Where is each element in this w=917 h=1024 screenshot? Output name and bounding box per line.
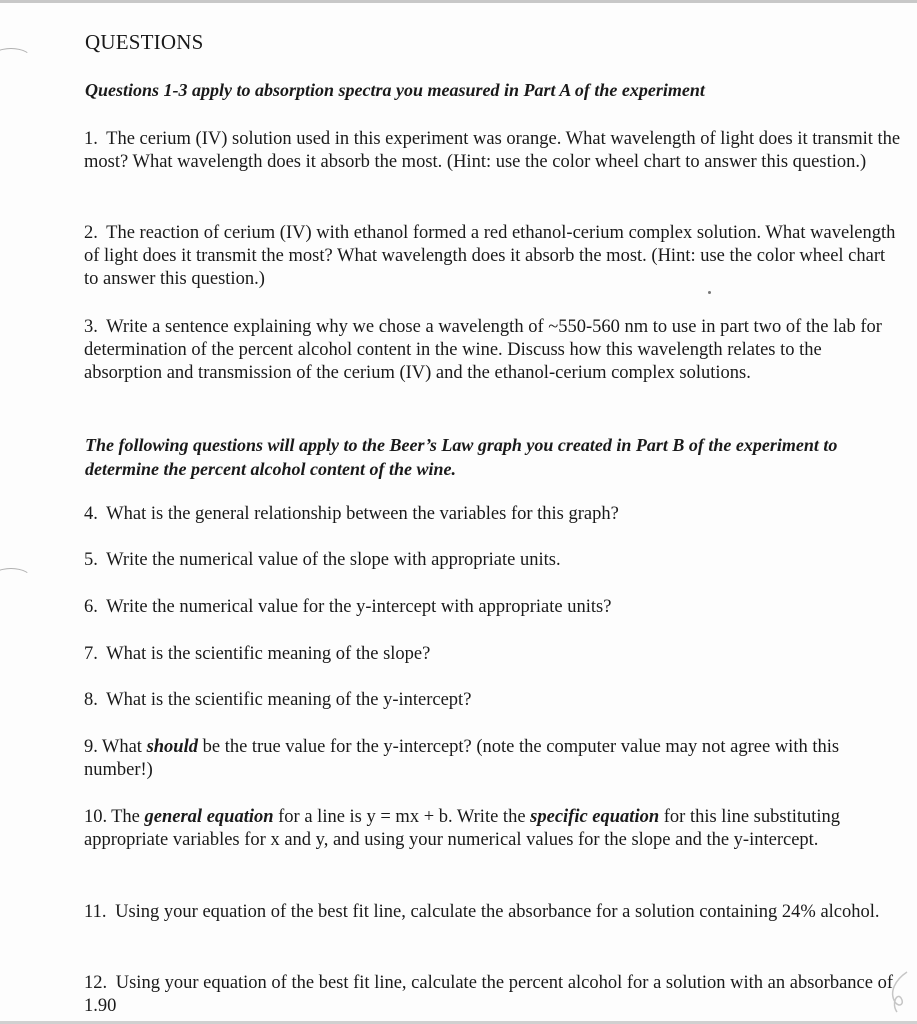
- question-emphasis: should: [146, 737, 198, 757]
- question-7: [84, 643, 902, 666]
- section-b-intro: The following questions will apply to the Beer’s Law graph you created in Part B of the experiment to determine the percent alcohol content of the wine.: [85, 435, 838, 479]
- question-text-post: be the true value for the y-intercept? (note the computer value may not agree with this number!): [84, 737, 840, 780]
- question-text-mid: for a line is y = mx + b. Write the: [273, 807, 531, 827]
- question-text: The cerium (IV) solution used in this experiment was orange. What wavelength of light does it transmit the most? What wavelength does it absorb the most. (Hint: use the color wheel chart to answer this question.): [84, 129, 901, 172]
- pencil-scribble-icon: [885, 968, 915, 1018]
- margin-mark: [0, 568, 32, 590]
- question-text: Using your equation of the best fit line, calculate the absorbance for a solution containing 24% alcohol.: [115, 902, 880, 922]
- question-4: [84, 503, 902, 526]
- page-title: QUESTIONS: [85, 30, 204, 54]
- question-text: What is the scientific meaning of the slope?: [106, 644, 431, 664]
- question-text: Write the numerical value for the y-intercept with appropriate units?: [106, 597, 612, 617]
- question-text: Write a sentence explaining why we chose a wavelength of ~550-560 nm to use in part two of the lab for determination of the percent alcohol content in the wine. Discuss how this wavelength relates to the absorption and transmission of the cerium (IV) and the ethanol-cerium complex solutions.: [84, 317, 882, 383]
- question-number: 12.: [84, 973, 108, 993]
- question-number: 4.: [84, 504, 98, 524]
- stray-mark: [708, 291, 711, 294]
- question-text: Using your equation of the best fit line, calculate the percent alcohol for a solution with an absorbance of 1.90: [84, 973, 894, 1016]
- question-6: [84, 596, 902, 619]
- question-1: [84, 128, 902, 174]
- question-number: 7.: [84, 644, 98, 664]
- question-11: [84, 901, 902, 924]
- question-12: [84, 972, 902, 1018]
- question-5: [84, 549, 902, 572]
- question-2: [84, 222, 902, 291]
- question-9: [84, 736, 902, 782]
- question-number: 10.: [84, 807, 108, 827]
- question-text: What is the general relationship between the variables for this graph?: [106, 504, 619, 524]
- question-number: 3.: [84, 317, 98, 337]
- question-number: 5.: [84, 550, 98, 570]
- question-number: 2.: [84, 223, 98, 243]
- question-3: [84, 316, 902, 385]
- question-text: Write the numerical value of the slope with appropriate units.: [106, 550, 561, 570]
- question-10: [84, 806, 902, 852]
- question-text-post: for this line substituting appropriate variables for x and y, and using your numerical values for the slope and the y-intercept.: [84, 807, 841, 850]
- question-emphasis: general equation: [144, 807, 274, 827]
- margin-mark: [0, 48, 32, 70]
- worksheet-page: [0, 3, 917, 1024]
- question-text: The reaction of cerium (IV) with ethanol formed a red ethanol-cerium complex solution. What wavelength of light does it transmit the most? What wavelength does it absorb the most. (Hint: use the color wheel chart to answer this question.): [84, 223, 896, 289]
- question-emphasis-2: specific equation: [530, 807, 660, 827]
- question-8: [84, 689, 902, 712]
- question-number: 9.: [84, 737, 98, 757]
- question-number: 1.: [84, 129, 98, 149]
- question-text: What is the scientific meaning of the y-intercept?: [106, 690, 472, 710]
- question-number: 8.: [84, 690, 98, 710]
- question-number: 6.: [84, 597, 98, 617]
- question-number: 11.: [84, 902, 107, 922]
- question-text-pre: The: [111, 807, 145, 827]
- section-a-intro: Questions 1-3 apply to absorption spectra you measured in Part A of the experiment: [85, 80, 705, 100]
- question-text-pre: What: [101, 737, 147, 757]
